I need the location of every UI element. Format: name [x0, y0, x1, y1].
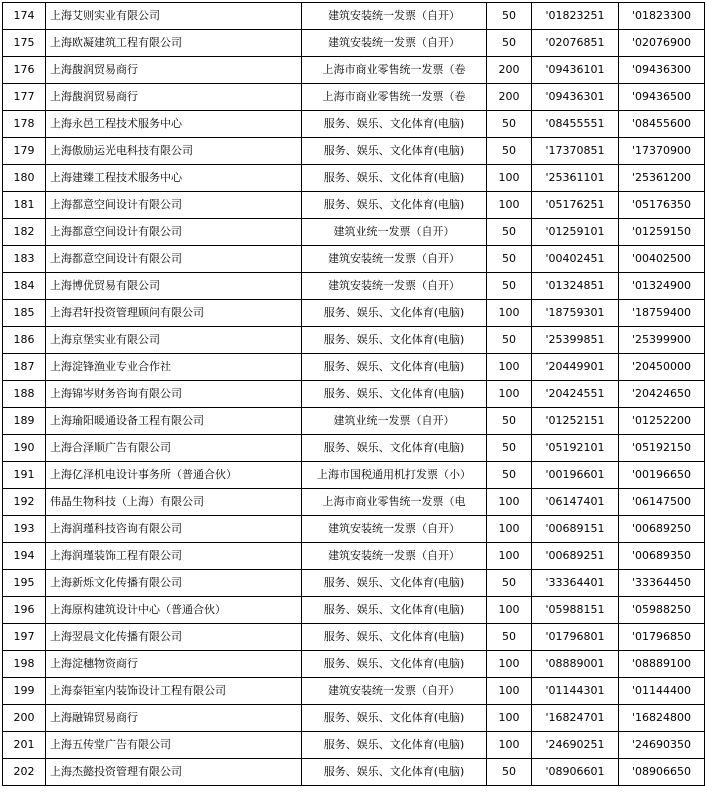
row-number-cell: 195 [3, 570, 46, 597]
table-row [3, 111, 705, 138]
company-name-cell: 上海永邑工程技术服务中心 [46, 111, 302, 138]
invoice-type-cell: 上海市商业零售统一发票（电 [302, 489, 487, 516]
end-number-cell: '08455600 [619, 111, 705, 138]
company-name-cell: 上海融锦贸易商行 [46, 705, 302, 732]
row-number-cell: 186 [3, 327, 46, 354]
invoice-type-cell: 服务、娱乐、文化体育(电脑) [302, 732, 487, 759]
end-number-cell: '01144400 [619, 678, 705, 705]
company-name-cell: 上海原构建筑设计中心（普通合伙） [46, 597, 302, 624]
row-number-cell: 193 [3, 516, 46, 543]
company-name-cell: 上海亿泽机电设计事务所（普通合伙） [46, 462, 302, 489]
table-row [3, 759, 705, 786]
start-number-cell: '18759301 [532, 300, 619, 327]
row-number-cell: 185 [3, 300, 46, 327]
end-number-cell: '20424650 [619, 381, 705, 408]
end-number-cell: '20450000 [619, 354, 705, 381]
row-number-cell: 184 [3, 273, 46, 300]
row-number-cell: 190 [3, 435, 46, 462]
row-number-cell: 183 [3, 246, 46, 273]
table-row [3, 273, 705, 300]
start-number-cell: '01144301 [532, 678, 619, 705]
end-number-cell: '01252200 [619, 408, 705, 435]
quantity-cell: 50 [487, 219, 532, 246]
invoice-type-cell: 建筑安装统一发票（自开） [302, 273, 487, 300]
company-name-cell: 上海君轩投资管理顾问有限公司 [46, 300, 302, 327]
company-name-cell: 上海合泽顺广告有限公司 [46, 435, 302, 462]
company-name-cell: 上海新烁文化传播有限公司 [46, 570, 302, 597]
start-number-cell: '01252151 [532, 408, 619, 435]
end-number-cell: '02076900 [619, 30, 705, 57]
end-number-cell: '00689350 [619, 543, 705, 570]
company-name-cell: 上海润瑾科技咨询有限公司 [46, 516, 302, 543]
row-number-cell: 192 [3, 489, 46, 516]
end-number-cell: '00402500 [619, 246, 705, 273]
start-number-cell: '01823251 [532, 3, 619, 30]
start-number-cell: '09436101 [532, 57, 619, 84]
end-number-cell: '16824800 [619, 705, 705, 732]
row-number-cell: 177 [3, 84, 46, 111]
row-number-cell: 187 [3, 354, 46, 381]
row-number-cell: 197 [3, 624, 46, 651]
start-number-cell: '01259101 [532, 219, 619, 246]
invoice-type-cell: 服务、娱乐、文化体育(电脑) [302, 705, 487, 732]
start-number-cell: '08455551 [532, 111, 619, 138]
invoice-type-cell: 服务、娱乐、文化体育(电脑) [302, 300, 487, 327]
table-row [3, 327, 705, 354]
invoice-type-cell: 服务、娱乐、文化体育(电脑) [302, 570, 487, 597]
company-name-cell: 上海艾则实业有限公司 [46, 3, 302, 30]
end-number-cell: '24690350 [619, 732, 705, 759]
invoice-type-cell: 建筑业统一发票（自开） [302, 219, 487, 246]
quantity-cell: 100 [487, 543, 532, 570]
quantity-cell: 100 [487, 705, 532, 732]
row-number-cell: 179 [3, 138, 46, 165]
invoice-type-cell: 服务、娱乐、文化体育(电脑) [302, 651, 487, 678]
row-number-cell: 182 [3, 219, 46, 246]
start-number-cell: '25399851 [532, 327, 619, 354]
end-number-cell: '05192150 [619, 435, 705, 462]
quantity-cell: 200 [487, 57, 532, 84]
end-number-cell: '09436300 [619, 57, 705, 84]
table-row [3, 219, 705, 246]
row-number-cell: 198 [3, 651, 46, 678]
quantity-cell: 100 [487, 651, 532, 678]
table-row [3, 597, 705, 624]
invoice-type-cell: 服务、娱乐、文化体育(电脑) [302, 354, 487, 381]
table-row [3, 462, 705, 489]
table-row [3, 651, 705, 678]
invoice-type-cell: 上海市商业零售统一发票（卷 [302, 57, 487, 84]
end-number-cell: '05988250 [619, 597, 705, 624]
table-row [3, 30, 705, 57]
company-name-cell: 上海欧凝建筑工程有限公司 [46, 30, 302, 57]
start-number-cell: '00689151 [532, 516, 619, 543]
company-name-cell: 上海五传堂广告有限公司 [46, 732, 302, 759]
quantity-cell: 50 [487, 570, 532, 597]
row-number-cell: 176 [3, 57, 46, 84]
invoice-type-cell: 建筑安装统一发票（自开） [302, 30, 487, 57]
end-number-cell: '01259150 [619, 219, 705, 246]
end-number-cell: '00196650 [619, 462, 705, 489]
table-row [3, 516, 705, 543]
quantity-cell: 100 [487, 489, 532, 516]
end-number-cell: '01796850 [619, 624, 705, 651]
row-number-cell: 191 [3, 462, 46, 489]
table-row [3, 192, 705, 219]
end-number-cell: '05176350 [619, 192, 705, 219]
company-name-cell: 上海瑜阳暖通设备工程有限公司 [46, 408, 302, 435]
quantity-cell: 50 [487, 462, 532, 489]
invoice-type-cell: 服务、娱乐、文化体育(电脑) [302, 381, 487, 408]
start-number-cell: '02076851 [532, 30, 619, 57]
invoice-type-cell: 建筑安装统一发票（自开） [302, 516, 487, 543]
table-row [3, 408, 705, 435]
quantity-cell: 100 [487, 732, 532, 759]
row-number-cell: 189 [3, 408, 46, 435]
quantity-cell: 100 [487, 354, 532, 381]
company-name-cell: 上海润瑾装饰工程有限公司 [46, 543, 302, 570]
table-row [3, 435, 705, 462]
company-name-cell: 上海杰懿投资管理有限公司 [46, 759, 302, 786]
quantity-cell: 100 [487, 516, 532, 543]
company-name-cell: 上海翌晨文化传播有限公司 [46, 624, 302, 651]
row-number-cell: 188 [3, 381, 46, 408]
quantity-cell: 100 [487, 597, 532, 624]
table-row [3, 732, 705, 759]
quantity-cell: 100 [487, 381, 532, 408]
invoice-type-cell: 服务、娱乐、文化体育(电脑) [302, 435, 487, 462]
end-number-cell: '25399900 [619, 327, 705, 354]
row-number-cell: 200 [3, 705, 46, 732]
start-number-cell: '25361101 [532, 165, 619, 192]
quantity-cell: 50 [487, 30, 532, 57]
start-number-cell: '33364401 [532, 570, 619, 597]
invoice-type-cell: 服务、娱乐、文化体育(电脑) [302, 759, 487, 786]
end-number-cell: '08906650 [619, 759, 705, 786]
invoice-type-cell: 服务、娱乐、文化体育(电脑) [302, 165, 487, 192]
start-number-cell: '06147401 [532, 489, 619, 516]
invoice-type-cell: 建筑安装统一发票（自开） [302, 678, 487, 705]
end-number-cell: '08889100 [619, 651, 705, 678]
end-number-cell: '33364450 [619, 570, 705, 597]
company-name-cell: 上海泰钜室内装饰设计工程有限公司 [46, 678, 302, 705]
table-row [3, 300, 705, 327]
start-number-cell: '05176251 [532, 192, 619, 219]
company-name-cell: 上海馥润贸易商行 [46, 84, 302, 111]
row-number-cell: 202 [3, 759, 46, 786]
row-number-cell: 180 [3, 165, 46, 192]
row-number-cell: 201 [3, 732, 46, 759]
start-number-cell: '01324851 [532, 273, 619, 300]
start-number-cell: '01796801 [532, 624, 619, 651]
company-name-cell: 上海都意空间设计有限公司 [46, 246, 302, 273]
quantity-cell: 50 [487, 246, 532, 273]
quantity-cell: 50 [487, 624, 532, 651]
end-number-cell: '06147500 [619, 489, 705, 516]
company-name-cell: 上海都意空间设计有限公司 [46, 219, 302, 246]
start-number-cell: '17370851 [532, 138, 619, 165]
row-number-cell: 178 [3, 111, 46, 138]
invoice-type-cell: 建筑安装统一发票（自开） [302, 246, 487, 273]
invoice-type-cell: 服务、娱乐、文化体育(电脑) [302, 327, 487, 354]
company-name-cell: 上海淀穗物资商行 [46, 651, 302, 678]
table-row [3, 624, 705, 651]
invoice-ledger-table [2, 2, 705, 786]
end-number-cell: '01324900 [619, 273, 705, 300]
quantity-cell: 50 [487, 3, 532, 30]
end-number-cell: '18759400 [619, 300, 705, 327]
start-number-cell: '05192101 [532, 435, 619, 462]
company-name-cell: 上海京堡实业有限公司 [46, 327, 302, 354]
end-number-cell: '25361200 [619, 165, 705, 192]
table-row [3, 84, 705, 111]
company-name-cell: 上海淀锋渔业专业合作社 [46, 354, 302, 381]
start-number-cell: '08889001 [532, 651, 619, 678]
quantity-cell: 50 [487, 273, 532, 300]
table-row [3, 57, 705, 84]
table-row [3, 3, 705, 30]
start-number-cell: '00196601 [532, 462, 619, 489]
company-name-cell: 上海傲励运光电科技有限公司 [46, 138, 302, 165]
table-row [3, 543, 705, 570]
start-number-cell: '20424551 [532, 381, 619, 408]
row-number-cell: 174 [3, 3, 46, 30]
table-row [3, 678, 705, 705]
quantity-cell: 100 [487, 165, 532, 192]
invoice-type-cell: 服务、娱乐、文化体育(电脑) [302, 597, 487, 624]
table-row [3, 246, 705, 273]
invoice-type-cell: 建筑业统一发票（自开） [302, 408, 487, 435]
start-number-cell: '24690251 [532, 732, 619, 759]
quantity-cell: 50 [487, 408, 532, 435]
start-number-cell: '00689251 [532, 543, 619, 570]
company-name-cell: 上海锦岑财务咨询有限公司 [46, 381, 302, 408]
invoice-type-cell: 服务、娱乐、文化体育(电脑) [302, 192, 487, 219]
end-number-cell: '01823300 [619, 3, 705, 30]
row-number-cell: 194 [3, 543, 46, 570]
quantity-cell: 50 [487, 327, 532, 354]
quantity-cell: 50 [487, 759, 532, 786]
quantity-cell: 200 [487, 84, 532, 111]
invoice-type-cell: 上海市国税通用机打发票（小） [302, 462, 487, 489]
invoice-type-cell: 上海市商业零售统一发票（卷 [302, 84, 487, 111]
row-number-cell: 181 [3, 192, 46, 219]
quantity-cell: 50 [487, 138, 532, 165]
table-row [3, 570, 705, 597]
company-name-cell: 伟晶生物科技（上海）有限公司 [46, 489, 302, 516]
invoice-type-cell: 建筑安装统一发票（自开） [302, 543, 487, 570]
invoice-type-cell: 服务、娱乐、文化体育(电脑) [302, 138, 487, 165]
end-number-cell: '09436500 [619, 84, 705, 111]
table-row [3, 489, 705, 516]
quantity-cell: 100 [487, 300, 532, 327]
row-number-cell: 196 [3, 597, 46, 624]
end-number-cell: '17370900 [619, 138, 705, 165]
company-name-cell: 上海都意空间设计有限公司 [46, 192, 302, 219]
table-row [3, 381, 705, 408]
start-number-cell: '00402451 [532, 246, 619, 273]
invoice-type-cell: 建筑安装统一发票（自开） [302, 3, 487, 30]
ledger-body [3, 3, 705, 786]
invoice-type-cell: 服务、娱乐、文化体育(电脑) [302, 624, 487, 651]
table-row [3, 354, 705, 381]
end-number-cell: '00689250 [619, 516, 705, 543]
quantity-cell: 50 [487, 435, 532, 462]
quantity-cell: 100 [487, 678, 532, 705]
table-row [3, 705, 705, 732]
start-number-cell: '16824701 [532, 705, 619, 732]
start-number-cell: '20449901 [532, 354, 619, 381]
company-name-cell: 上海博优贸易有限公司 [46, 273, 302, 300]
start-number-cell: '09436301 [532, 84, 619, 111]
table-row [3, 165, 705, 192]
quantity-cell: 50 [487, 111, 532, 138]
table-row [3, 138, 705, 165]
row-number-cell: 175 [3, 30, 46, 57]
start-number-cell: '08906601 [532, 759, 619, 786]
invoice-type-cell: 服务、娱乐、文化体育(电脑) [302, 111, 487, 138]
company-name-cell: 上海馥润贸易商行 [46, 57, 302, 84]
company-name-cell: 上海建臻工程技术服务中心 [46, 165, 302, 192]
row-number-cell: 199 [3, 678, 46, 705]
start-number-cell: '05988151 [532, 597, 619, 624]
quantity-cell: 100 [487, 192, 532, 219]
